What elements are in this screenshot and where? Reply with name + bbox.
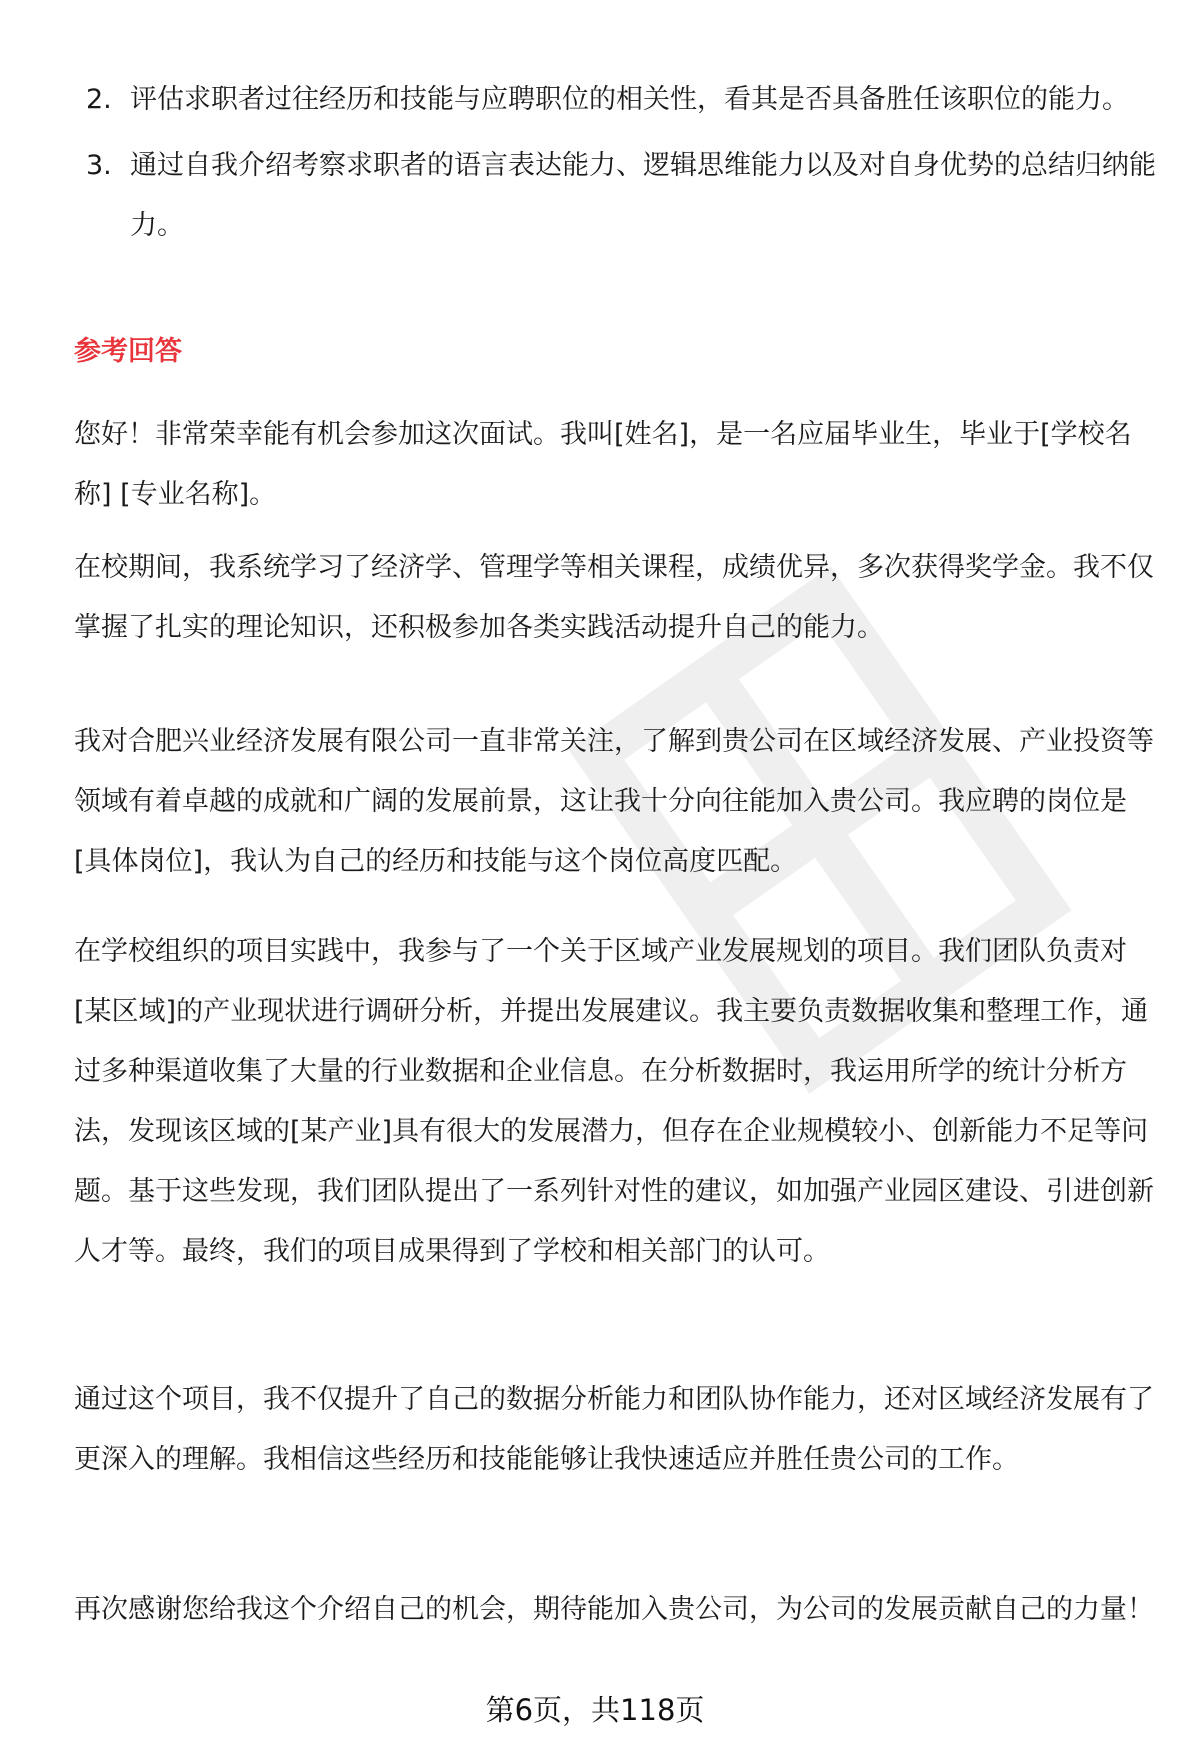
list-item-text: 评估求职者过往经历和技能与应聘职位的相关性，看其是否具备胜任该职位的能力。 [130, 84, 1129, 115]
paragraph-project-experience: 在学校组织的项目实践中，我参与了一个关于区域产业发展规划的项目。我们团队负责对[某区域]的产业现状进行调研分析，并提出发展建议。我主要负责数据收集和整理工作，通过多种渠道收集了大量的行业数据和企业信息。在分析数据时，我运用所学的统计分析方法，发现该区域的[某产业]具有很大的发展潜力，但存在企业规模较小、创新能力不足等问题。基于这些发现，我们团队提出了一系列针对性的建议，如加强产业园区建设、引进创新人才等。最终，我们的项目成果得到了学校和相关部门的认可。 [74, 936, 1154, 1267]
paragraph-project-gains: 通过这个项目，我不仅提升了自己的数据分析能力和团队协作能力，还对区域经济发展有了更深入的理解。我相信这些经历和技能能够让我快速适应并胜任贵公司的工作。 [74, 1384, 1154, 1475]
list-item-text: 通过自我介绍考察求职者的语言表达能力、逻辑思维能力以及对自身优势的总结归纳能力。 [130, 150, 1156, 241]
paragraph-greeting: 您好！非常荣幸能有机会参加这次面试。我叫[姓名]，是一名应届毕业生，毕业于[学校名称] [专业名称]。 [74, 419, 1132, 510]
list-item [86, 136, 1166, 256]
list-item-number: 2. [86, 84, 112, 115]
paragraph-education: 在校期间，我系统学习了经济学、管理学等相关课程，成绩优异，多次获得奖学金。我不仅掌握了扎实的理论知识，还积极参加各类实践活动提升自己的能力。 [74, 552, 1154, 643]
paragraph-closing: 再次感谢您给我这个介绍自己的机会，期待能加入贵公司，为公司的发展贡献自己的力量！ [74, 1594, 1154, 1625]
page-number-footer: 第6页，共118页 [485, 1693, 705, 1727]
section-heading: 参考回答 [74, 336, 182, 367]
criteria-list [86, 70, 1166, 256]
list-item [86, 70, 1166, 130]
paragraph-company-interest: 我对合肥兴业经济发展有限公司一直非常关注，了解到贵公司在区域经济发展、产业投资等领域有着卓越的成就和广阔的发展前景，这让我十分向往能加入贵公司。我应聘的岗位是[具体岗位]，我认为自己的经历和技能与这个岗位高度匹配。 [74, 726, 1154, 877]
list-item-number: 3. [86, 150, 112, 181]
